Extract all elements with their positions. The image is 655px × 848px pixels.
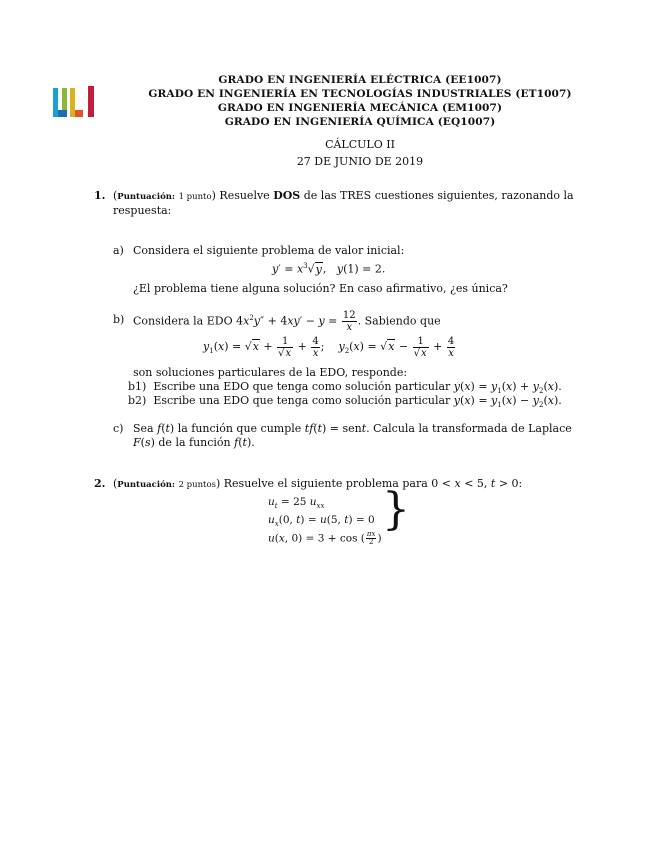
part-b2: b2) Escribe una EDO que tenga como solución particular $y(x) = y_1(x) - y_2(x)$. [128, 394, 562, 410]
question-2-number: 2. [94, 477, 106, 490]
question-2-pde-system: $u_t = 25$ $u_{xx}$ $u_x(0$, t) = u(5, t) = 0 u(x, 0) = 3 + cos ( $\frac{\pi x}{2}$ ) [268, 496, 382, 547]
degree-title-2: GRADO EN INGENIERÍA EN TECNOLOGÍAS INDUSTRIALES (ET1007) [148, 88, 572, 100]
part-a-ivp-equation: $y' = x^3√y$, y(1) = 2. [272, 262, 386, 276]
part-b-label: b) [113, 313, 125, 326]
subject-title: CÁLCULO II [325, 138, 395, 151]
degree-title-4: GRADO EN INGENIERÍA QUÍMICA (EQ1007) [224, 116, 496, 128]
part-c-text: Sea f(t) la función que cumple tf(t) = sent. Calcula la transformada de Laplace [133, 422, 572, 435]
question-1-intro: (Puntuación: 1 punto) Resuelve DOS de las TRES cuestiones siguientes, razonando la [113, 189, 574, 202]
university-logo [53, 84, 97, 118]
part-c-text-line2: F(s) de la función f(t). [133, 436, 255, 449]
question-2-intro: (Puntuación: 2 puntos) Resuelve el siguiente problema para 0 < x < 5, t > 0: [113, 477, 523, 490]
part-b-text: Considera la EDO $4x^2y'' + 4xy' - y$ = $\frac{12}{x}$ . Sabiendo que [133, 310, 441, 334]
degree-title-1: GRADO EN INGENIERÍA ELÉCTRICA (EE1007) [218, 74, 502, 86]
degree-title-3: GRADO EN INGENIERÍA MECÁNICA (EM1007) [217, 102, 503, 114]
part-b-solutions: $y_1(x) = √x$ + $\frac{1}{√x}$ + $\frac{4}{x}$ ; $y_2(x) = √x$ − $\frac{1}{√x}$ + $\frac{4}{x}$ [203, 335, 455, 359]
part-a-text: Considera el siguiente problema de valor inicial: [133, 244, 405, 257]
part-a-question: ¿El problema tiene alguna solución? En caso afirmativo, ¿es única? [133, 282, 508, 295]
part-b-conclusion: son soluciones particulares de la EDO, responde: [133, 366, 408, 379]
system-brace: } [382, 484, 410, 535]
part-a-label: a) [113, 244, 124, 257]
exam-date: 27 DE JUNIO DE 2019 [296, 155, 424, 168]
question-1-intro-line2: respuesta: [113, 204, 172, 217]
part-b1: b1) Escribe una EDO que tenga como solución particular $y(x) = y_1(x) + y_2(x)$. [128, 380, 562, 396]
part-c-label: c) [113, 422, 124, 435]
question-1-number: 1. [94, 189, 106, 202]
